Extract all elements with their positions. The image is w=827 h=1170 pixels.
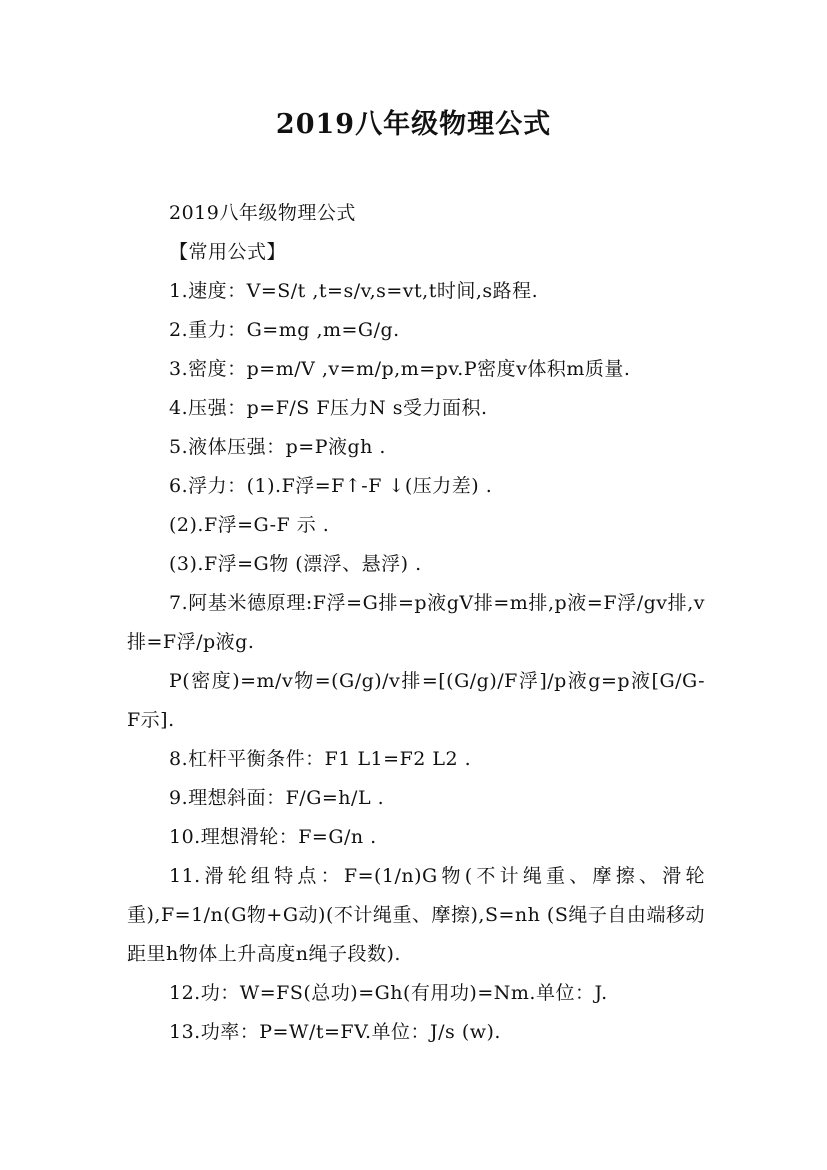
formula-line: 3.密度：p=m/V ,v=m/p,m=pv.P密度v体积m质量. — [169, 358, 631, 380]
formula-paragraph: 7.阿基米德原理:F浮=G排=p液gV排=m排,p液=F浮/gv排,v排=F浮/p液g. — [127, 592, 705, 653]
formula-line: 13.功率：P=W/t=FV.单位：J/s (w). — [169, 1021, 501, 1043]
formula-line: (2).F浮=G-F 示 . — [169, 514, 330, 536]
document-body — [127, 194, 705, 1052]
formula-line: 9.理想斜面：F/G=h/L . — [169, 787, 385, 809]
formula-line: (3).F浮=G物 (漂浮、悬浮) . — [169, 553, 422, 575]
formula-line: 8.杠杆平衡条件：F1 L1=F2 L2 . — [169, 748, 472, 770]
subtitle-line: 2019八年级物理公式 — [169, 202, 356, 224]
formula-paragraph: 11.滑轮组特点：F=(1/n)G物(不计绳重、摩擦、滑轮重),F=1/n(G物+G动)(不计绳重、摩擦),S=nh (S绳子自由端移动距里h物体上升高度n绳子段数). — [127, 865, 705, 965]
section-heading: 【常用公式】 — [169, 241, 287, 263]
page-title: 2019八年级物理公式 — [275, 109, 552, 140]
formula-line: 12.功：W=FS(总功)=Gh(有用功)=Nm.单位：J. — [169, 982, 608, 1004]
formula-line: 6.浮力：(1).F浮=F↑-F ↓(压力差) . — [169, 475, 493, 497]
formula-paragraph: P(密度)=m/v物=(G/g)/v排=[(G/g)/F浮]/p液g=p液[G/G-F示]. — [127, 670, 705, 731]
formula-line: 5.液体压强：p=P液gh . — [169, 436, 386, 458]
formula-line: 2.重力：G=mg ,m=G/g. — [169, 319, 400, 341]
formula-line: 1.速度：V=S/t ,t=s/v,s=vt,t时间,s路程. — [169, 280, 539, 302]
formula-line: 10.理想滑轮：F=G/n . — [169, 826, 377, 848]
formula-line: 4.压强：p=F/S F压力N s受力面积. — [169, 397, 488, 419]
